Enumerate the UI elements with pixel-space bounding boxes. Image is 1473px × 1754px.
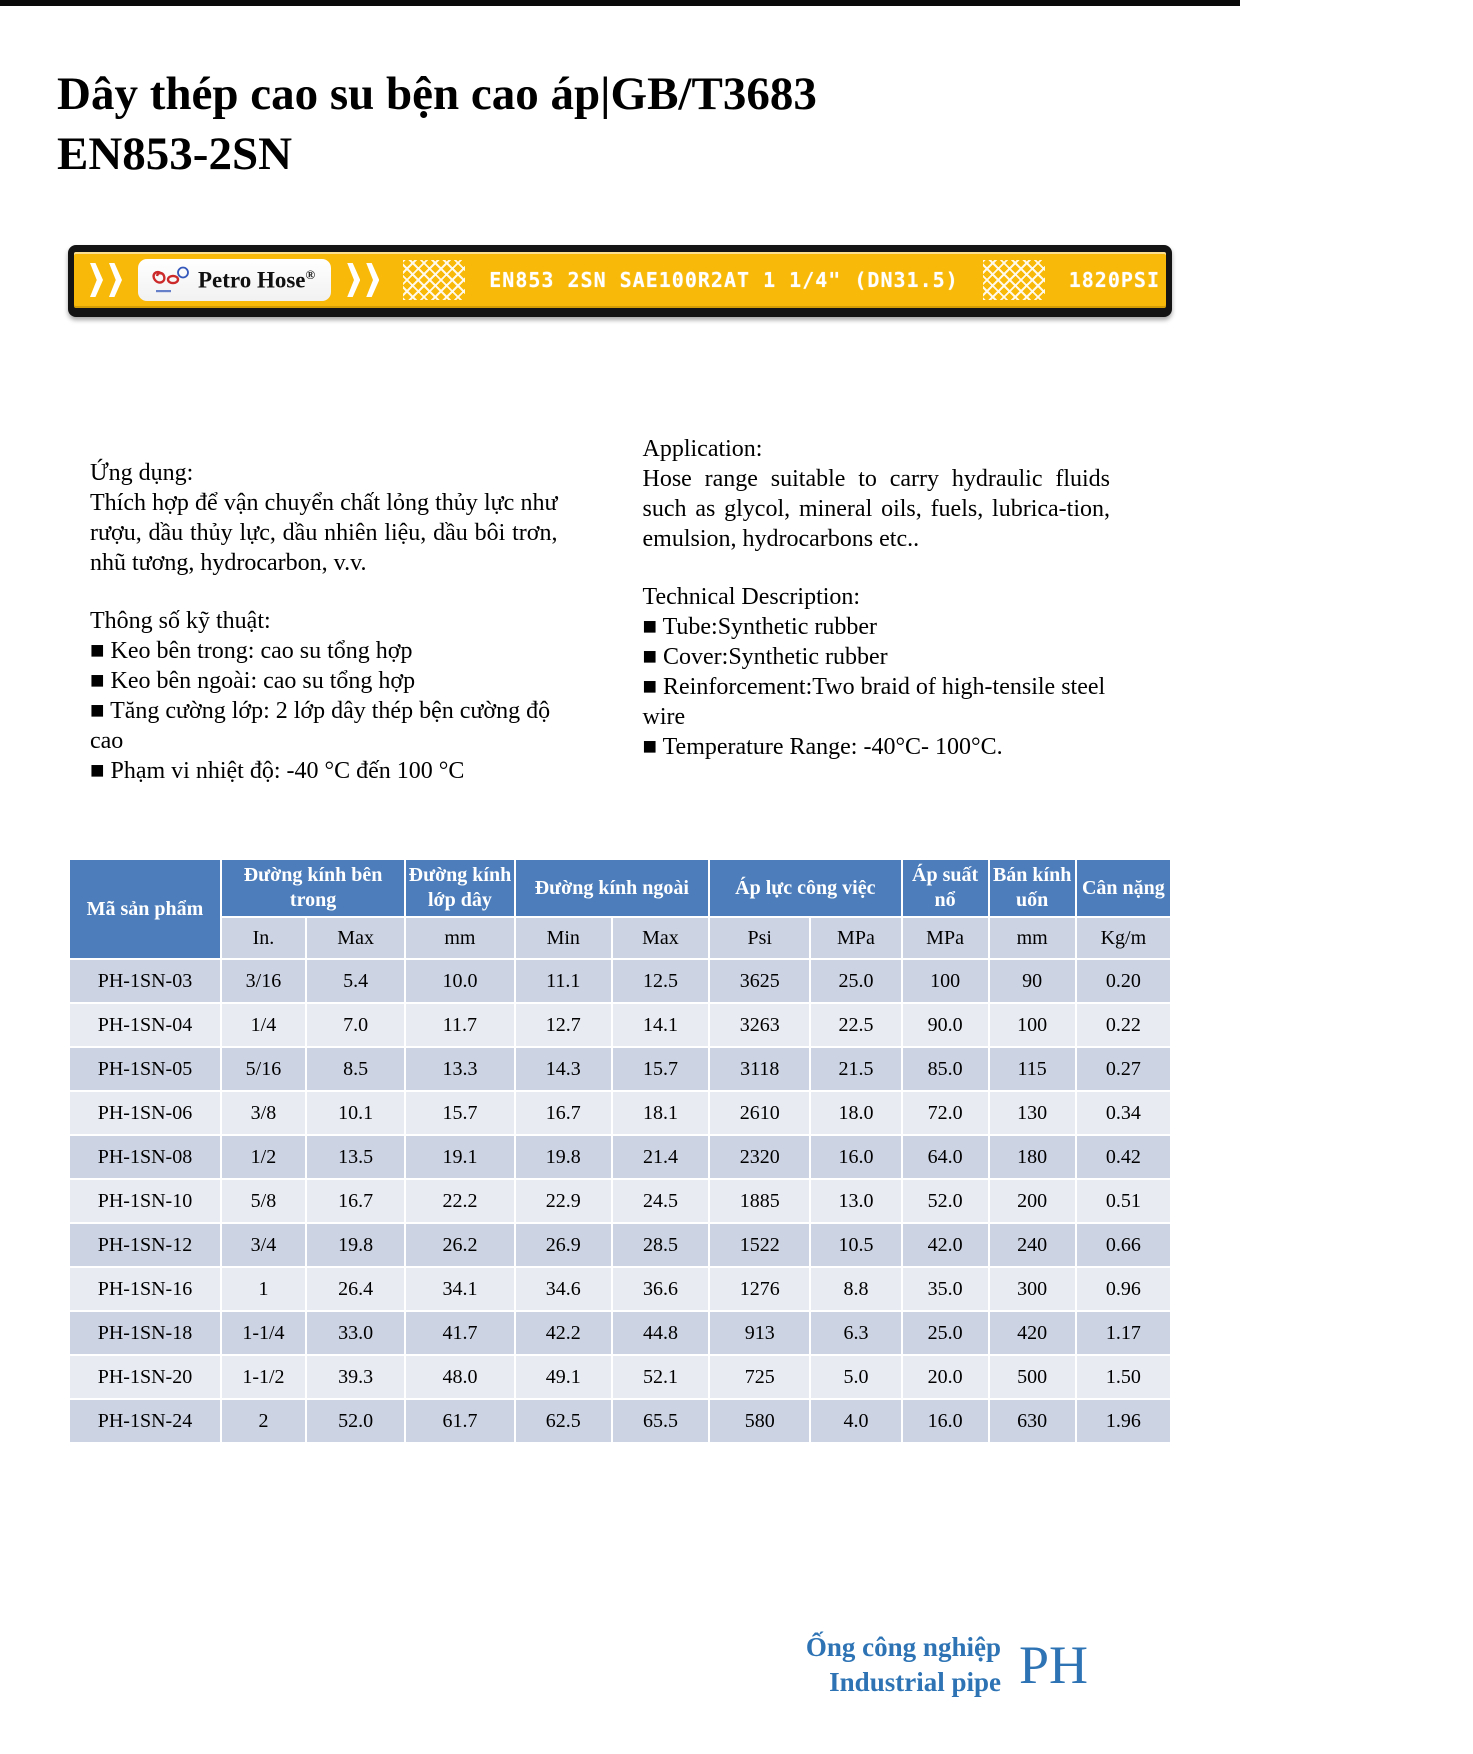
product-code-cell: PH-1SN-12 [69,1223,221,1267]
application-heading-vi: Ứng dụng: [90,460,194,486]
hatch-pattern [983,260,1045,300]
unit-cell: MPa [810,917,901,959]
spec-value-cell: 3118 [709,1047,810,1091]
tech-item: ■ Tube:Synthetic rubber [642,614,877,640]
spec-value-cell: 725 [709,1355,810,1399]
rating-bar: 125Bar [1320,281,1356,291]
spec-value-cell: 21.5 [810,1047,901,1091]
spec-table [68,858,1172,1444]
spec-value-cell: 19.1 [405,1135,514,1179]
product-code-cell: PH-1SN-10 [69,1179,221,1223]
spec-value-cell: 0.20 [1076,959,1171,1003]
spec-value-cell: 25.0 [810,959,901,1003]
spec-value-cell: 41.7 [405,1311,514,1355]
spec-value-cell: 1-1/4 [221,1311,306,1355]
spec-value-cell: 28.5 [612,1223,709,1267]
unit-cell: mm [989,917,1076,959]
specs-heading-vi: Thông số kỹ thuật: [90,608,271,634]
spec-value-cell: 5.0 [810,1355,901,1399]
hose-banner [68,245,1473,317]
table-row [69,1135,1171,1179]
chevron-right-icon [109,263,122,297]
spec-value-cell: 15.7 [612,1047,709,1091]
spec-table-section [68,858,1172,1444]
spec-value-cell: 16.7 [306,1179,405,1223]
product-code-cell: PH-1SN-20 [69,1355,221,1399]
page-title-line2: EN853-2SN [57,128,293,181]
chevron-right-icon [366,263,379,297]
spec-value-cell: 36.6 [612,1267,709,1311]
col-header-working-pressure: Áp lực công việc [709,859,901,917]
spec-value-cell: 100 [902,959,989,1003]
spec-value-cell: 14.3 [515,1047,612,1091]
spec-value-cell: 22.5 [810,1003,901,1047]
unit-cell: Max [612,917,709,959]
spec-value-cell: 13.3 [405,1047,514,1091]
spec-value-cell: 42.0 [902,1223,989,1267]
spec-value-cell: 72.0 [902,1091,989,1135]
spec-value-cell: 35.0 [902,1267,989,1311]
pressure-marking-text: 1820PSI [1068,268,1161,292]
spec-value-cell: 10.5 [810,1223,901,1267]
col-header-bend-radius: Bán kính uốn [989,859,1076,917]
tech-item: ■ Cover:Synthetic rubber [642,644,888,670]
table-row [69,1047,1171,1091]
col-header-burst-pressure: Áp suất nổ [902,859,989,917]
product-code-cell: PH-1SN-05 [69,1047,221,1091]
chevron-right-icon [347,263,360,297]
footer-line-english: Industrial pipe [829,1667,1001,1698]
table-row [69,1399,1171,1443]
product-code-cell: PH-1SN-06 [69,1091,221,1135]
spec-value-cell: 0.22 [1076,1003,1171,1047]
technical-heading-en: Technical Description: [642,584,861,610]
brand-label [138,259,331,301]
spec-value-cell: 90.0 [902,1003,989,1047]
spec-value-cell: 19.8 [306,1223,405,1267]
spec-value-cell: 25.0 [902,1311,989,1355]
spec-value-cell: 0.34 [1076,1091,1171,1135]
footer-line-vietnamese: Ống công nghiệp [805,1632,1001,1662]
spec-value-cell: 52.1 [612,1355,709,1399]
spec-value-cell: 15.7 [405,1091,514,1135]
spec-value-cell: 90 [989,959,1076,1003]
spec-value-cell: 1/2 [221,1135,306,1179]
spec-value-cell: 1-1/2 [221,1355,306,1399]
spec-value-cell: 18.1 [612,1091,709,1135]
footer-text [806,1630,1001,1700]
unit-cell: mm [405,917,514,959]
spec-value-cell: 180 [989,1135,1076,1179]
spec-value-cell: 1522 [709,1223,810,1267]
product-code-cell: PH-1SN-16 [69,1267,221,1311]
spec-value-cell: 5.4 [306,959,405,1003]
tech-item: ■ Reinforcement:Two braid of high-tensile steel wire [642,674,1106,730]
col-header-inner-diameter: Đường kính bên trong [221,859,405,917]
unit-cell: Psi [709,917,810,959]
spec-value-cell: 1276 [709,1267,810,1311]
spec-value-cell: 34.6 [515,1267,612,1311]
spec-value-cell: 13.0 [810,1179,901,1223]
spec-value-cell: 61.7 [405,1399,514,1443]
spec-value-cell: 7.0 [306,1003,405,1047]
table-row [69,1091,1171,1135]
spec-value-cell: 3625 [709,959,810,1003]
spec-value-cell: 8.5 [306,1047,405,1091]
col-header-wire-layer-diameter: Đường kính lớp dây [405,859,514,917]
spec-value-cell: 1.96 [1076,1399,1171,1443]
top-border-strip [0,0,1240,6]
page-title [57,64,1117,184]
spec-value-cell: 49.1 [515,1355,612,1399]
footer-brand [806,1630,1088,1700]
spec-value-cell: 48.0 [405,1355,514,1399]
spec-value-cell: 11.7 [405,1003,514,1047]
application-heading-en: Application: [642,436,763,462]
spec-value-cell: 12.7 [515,1003,612,1047]
spec-value-cell: 44.8 [612,1311,709,1355]
spec-value-cell: 26.4 [306,1267,405,1311]
table-row [69,1311,1171,1355]
spec-value-cell: 0.96 [1076,1267,1171,1311]
spec-value-cell: 12.5 [612,959,709,1003]
spec-value-cell: 10.1 [306,1091,405,1135]
spec-value-cell: 300 [989,1267,1076,1311]
spec-value-cell: 2320 [709,1135,810,1179]
col-header-outer-diameter: Đường kính ngoài [515,859,709,917]
spec-item: ■ Keo bên ngoài: cao su tổng hợp [90,668,416,694]
spec-value-cell: 200 [989,1179,1076,1223]
spec-value-cell: 913 [709,1311,810,1355]
column-vietnamese [90,434,558,786]
table-row [69,1267,1171,1311]
spec-value-cell: 3/8 [221,1091,306,1135]
spec-table-body [69,959,1171,1443]
unit-cell: In. [221,917,306,959]
hose-banner-surface [74,252,1473,308]
spec-value-cell: 10.0 [405,959,514,1003]
spec-value-cell: 21.4 [612,1135,709,1179]
description-columns [90,434,1110,786]
spec-value-cell: 2 [221,1399,306,1443]
table-group-header-row [69,859,1171,917]
brand-name: Petro Hose® [198,266,316,293]
unit-cell: Max [306,917,405,959]
application-body-vi: Thích hợp để vận chuyển chất lỏng thủy lực như rượu, dầu thủy lực, dầu nhiên liệu, dầu bôi trơn, nhũ tương, hydrocarbon, v.v. [90,490,558,576]
spec-value-cell: 0.27 [1076,1047,1171,1091]
spec-value-cell: 1/4 [221,1003,306,1047]
spec-value-cell: 16.7 [515,1091,612,1135]
unit-cell: Min [515,917,612,959]
spec-value-cell: 18.0 [810,1091,901,1135]
spec-value-cell: 13.5 [306,1135,405,1179]
product-code-cell: PH-1SN-04 [69,1003,221,1047]
spec-value-cell: 16.0 [810,1135,901,1179]
spec-item: ■ Phạm vi nhiệt độ: -40 °C đến 100 °C [90,758,465,784]
spec-item: ■ Tăng cường lớp: 2 lớp dây thép bện cường độ cao [90,698,551,754]
col-header-weight: Cân nặng [1076,859,1171,917]
spec-value-cell: 500 [989,1355,1076,1399]
registered-mark: ® [305,266,316,282]
product-code-cell: PH-1SN-08 [69,1135,221,1179]
spec-value-cell: 52.0 [306,1399,405,1443]
hatch-pattern [403,260,465,300]
spec-value-cell: 130 [989,1091,1076,1135]
petro-hose-logo-icon [148,265,190,295]
spec-value-cell: 0.66 [1076,1223,1171,1267]
spec-value-cell: 100 [989,1003,1076,1047]
spec-item: ■ Keo bên trong: cao su tổng hợp [90,638,413,664]
spec-value-cell: 240 [989,1223,1076,1267]
spec-value-cell: 20.0 [902,1355,989,1399]
spec-value-cell: 65.5 [612,1399,709,1443]
spec-value-cell: 14.1 [612,1003,709,1047]
spec-value-cell: 85.0 [902,1047,989,1091]
spec-value-cell: 62.5 [515,1399,612,1443]
spec-value-cell: 39.3 [306,1355,405,1399]
hatch-pattern [1184,260,1246,300]
table-units-row [69,917,1171,959]
spec-value-cell: 1 [221,1267,306,1311]
product-code-cell: PH-1SN-24 [69,1399,221,1443]
unit-cell: Kg/m [1076,917,1171,959]
spec-value-cell: 42.2 [515,1311,612,1355]
spec-value-cell: 420 [989,1311,1076,1355]
spec-value-cell: 26.9 [515,1223,612,1267]
page-title-line1: Dây thép cao su bện cao áp|GB/T3683 [57,68,817,120]
product-code-cell: PH-1SN-03 [69,959,221,1003]
spec-value-cell: 16.0 [902,1399,989,1443]
spec-value-cell: 580 [709,1399,810,1443]
spec-value-cell: 1885 [709,1179,810,1223]
col-header-product-code: Mã sản phẩm [69,859,221,959]
tech-item: ■ Temperature Range: -40°C- 100°C. [642,734,1003,760]
spec-value-cell: 52.0 [902,1179,989,1223]
spec-value-cell: 3/4 [221,1223,306,1267]
application-body-en: Hose range suitable to carry hydraulic fluids such as glycol, mineral oils, fuels, lubrica-tion, emulsion, hydrocarbons etc.. [642,466,1110,552]
spec-value-cell: 26.2 [405,1223,514,1267]
product-code-cell: PH-1SN-18 [69,1311,221,1355]
spec-value-cell: 34.1 [405,1267,514,1311]
spec-value-cell: 3/16 [221,959,306,1003]
spec-value-cell: 33.0 [306,1311,405,1355]
svg-text:MA: MA [1282,274,1302,288]
spec-value-cell: 0.51 [1076,1179,1171,1223]
spec-value-cell: 0.42 [1076,1135,1171,1179]
spec-value-cell: 630 [989,1399,1076,1443]
spec-value-cell: 1.50 [1076,1355,1171,1399]
spec-value-cell: 24.5 [612,1179,709,1223]
flame-line1: FLAME RESISTANT [1371,268,1462,279]
spec-value-cell: 5/16 [221,1047,306,1091]
table-row [69,1355,1171,1399]
spec-value-cell: 1.17 [1076,1311,1171,1355]
pressure-rating-text [1320,268,1362,292]
spec-value-cell: 115 [989,1047,1076,1091]
unit-cell: MPa [902,917,989,959]
spec-value-cell: 3263 [709,1003,810,1047]
spec-value-cell: 19.8 [515,1135,612,1179]
spec-value-cell: 22.2 [405,1179,514,1223]
spec-value-cell: 22.9 [515,1179,612,1223]
flame-resistant-text [1372,268,1473,292]
column-english [643,434,1111,786]
flame-line2: MSHA 2G-1C-14C/44 [1371,281,1473,291]
ph-logo: PH [1018,1635,1088,1696]
spec-value-cell: 5/8 [221,1179,306,1223]
chevron-right-icon [90,263,103,297]
rating-mpa: 12.5MPa [1320,268,1362,279]
table-row [69,959,1171,1003]
spec-value-cell: 2610 [709,1091,810,1135]
table-row [69,1179,1171,1223]
table-row [69,1003,1171,1047]
spec-value-cell: 11.1 [515,959,612,1003]
hose-marking-text: EN853 2SN SAE100R2AT 1 1/4" (DN31.5) [489,268,959,292]
spec-value-cell: 4.0 [810,1399,901,1443]
table-row [69,1223,1171,1267]
ma-certification-icon [1274,266,1310,294]
spec-value-cell: 8.8 [810,1267,901,1311]
spec-value-cell: 6.3 [810,1311,901,1355]
spec-value-cell: 64.0 [902,1135,989,1179]
